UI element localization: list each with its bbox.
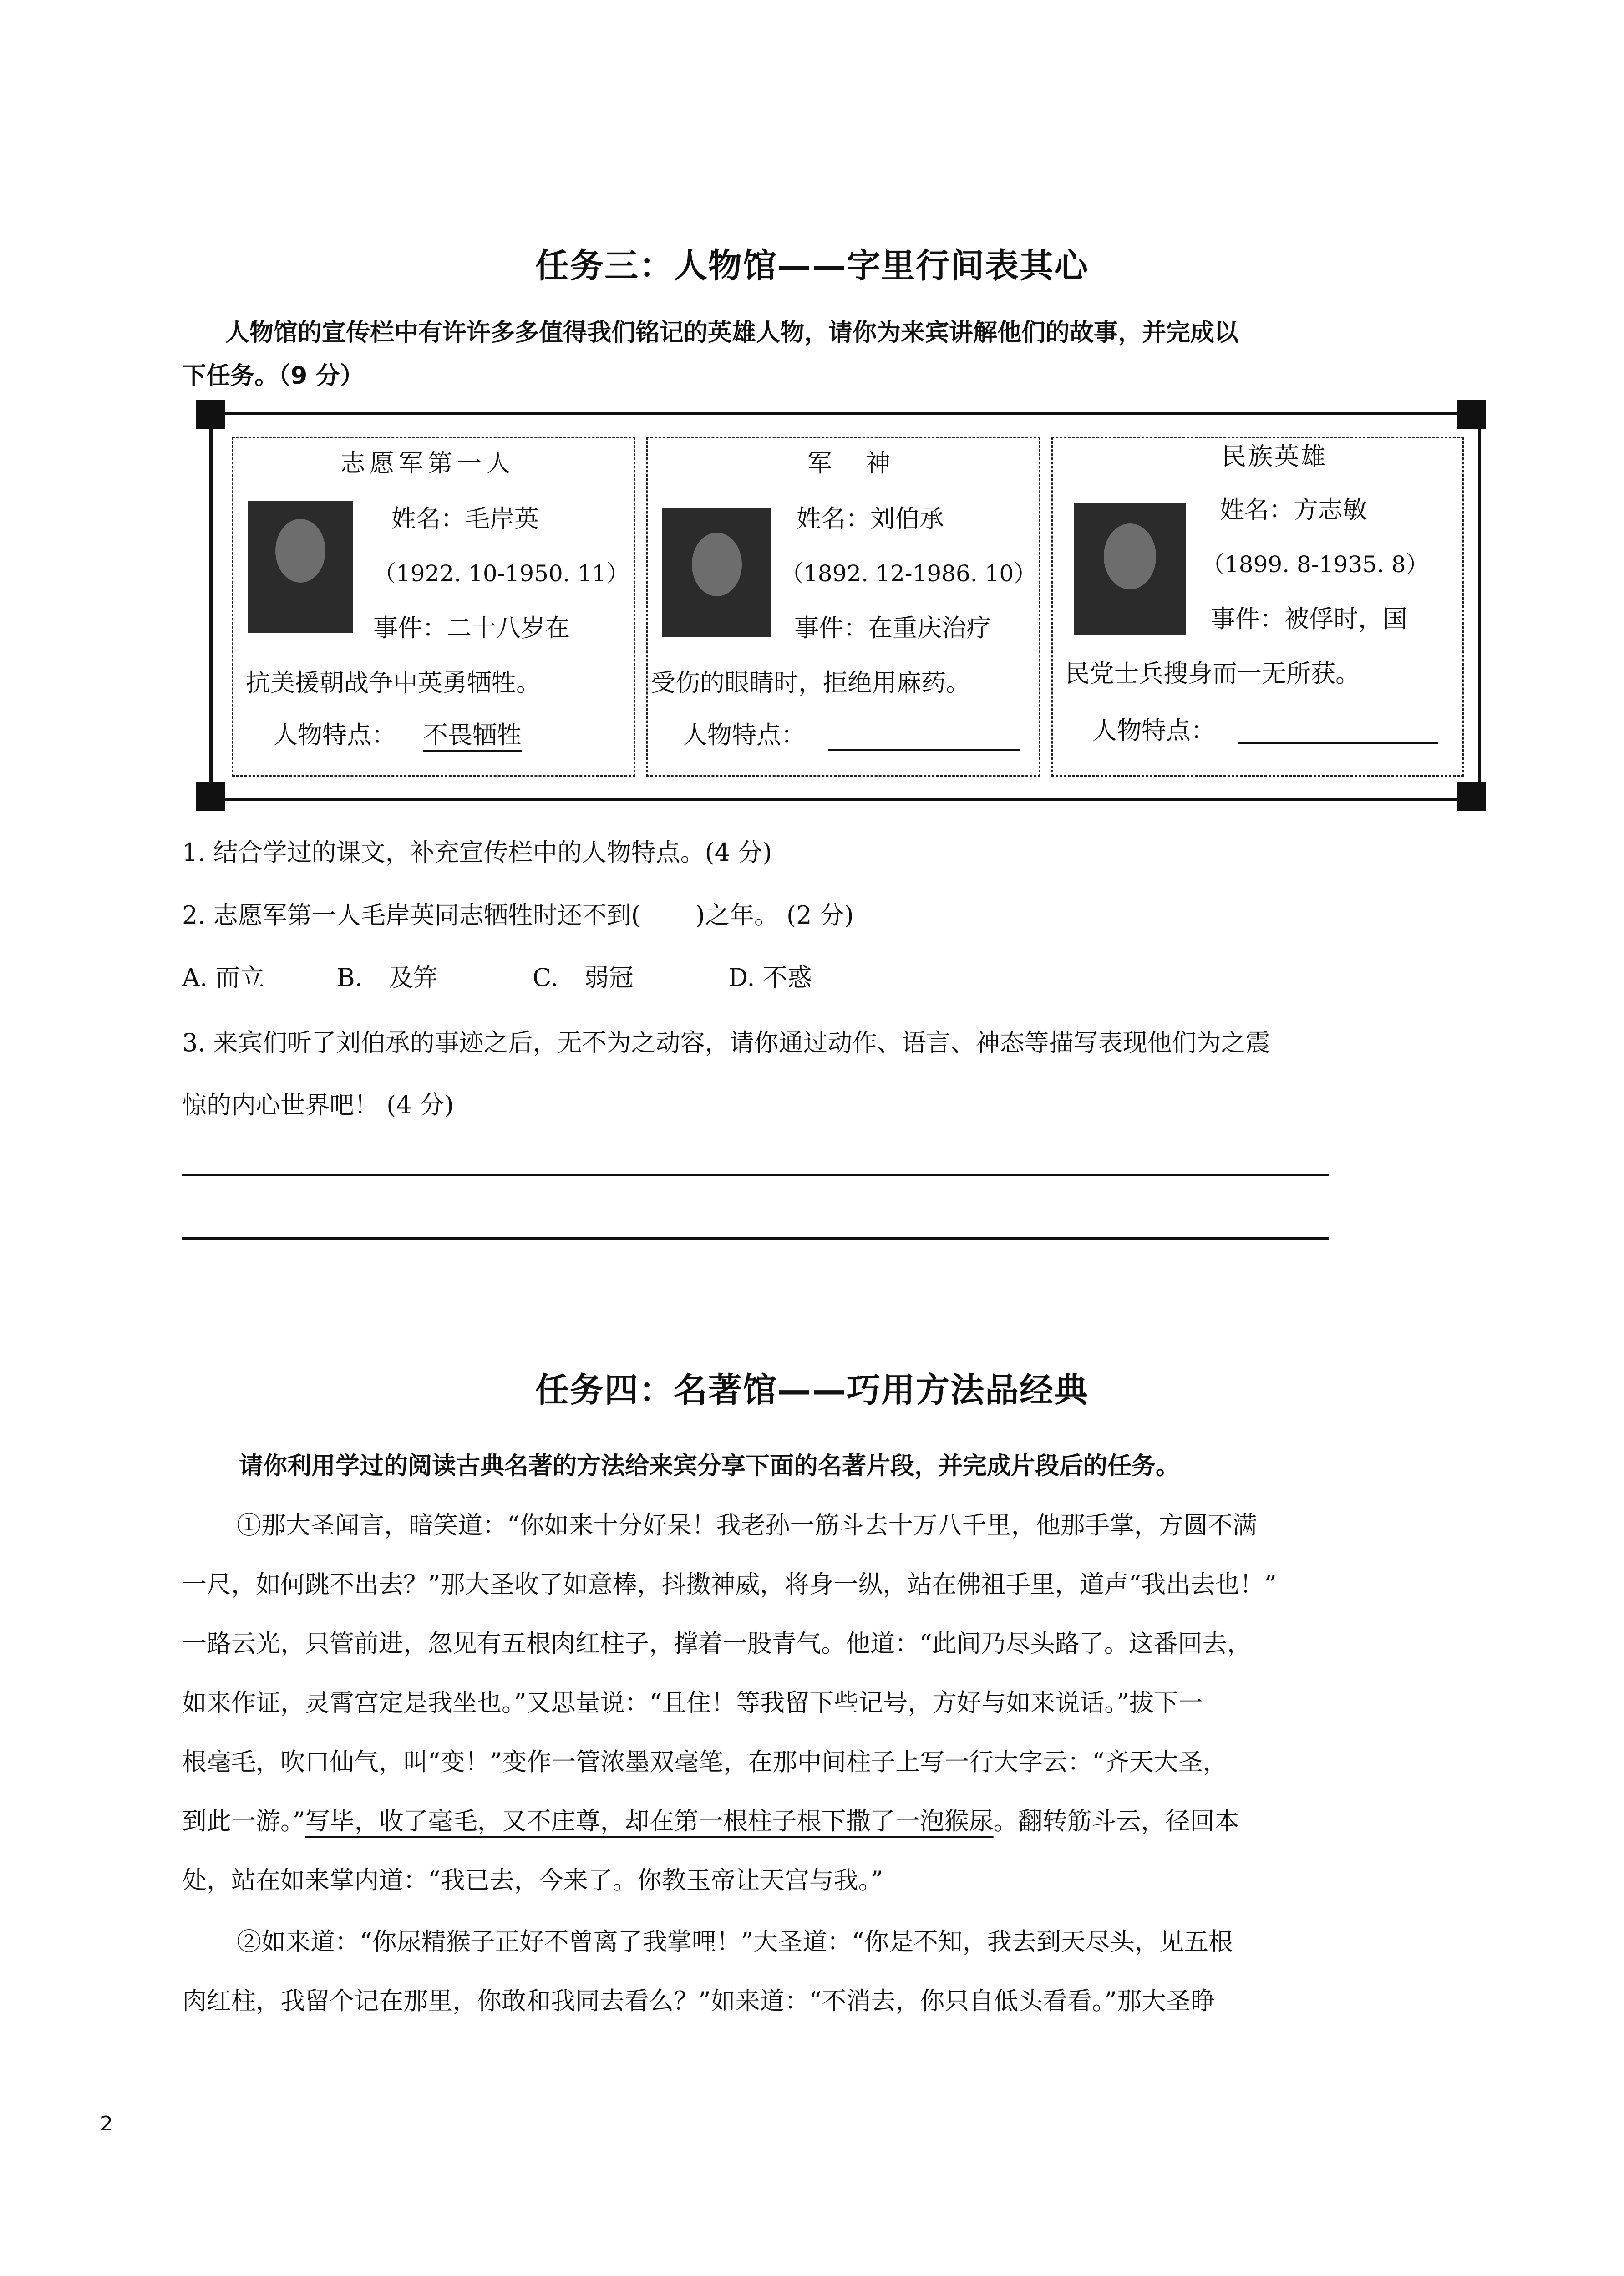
- question-3: 3. 来宾们听了刘伯承的事迹之后，无不为之动容，请你通过动作、语言、神态等描写表现他们为之震: [182, 1028, 1270, 1057]
- underlined-sentence: 写毕，收了毫毛，又不庄尊，却在第一根柱子根下撒了一泡猴尿: [305, 1807, 994, 1835]
- passage-1-line: [182, 1791, 1239, 1851]
- hero-photo-liu-bocheng: [662, 508, 771, 637]
- passage-1-line: 如来作证，灵霄宫定是我坐也。”又思量说：“且住！等我留下些记号，方好与如来说话。”拔下一: [182, 1688, 1203, 1717]
- hero-dates: （1899. 8-1935. 8）: [1202, 551, 1429, 578]
- task3-title: 任务三：人物馆——字里行间表其心: [535, 246, 1089, 285]
- passage-1-line: 一尺，如何跳不出去？”那大圣收了如意棒，抖擞神威，将身一纵，站在佛祖手里，道声“我出去也！”: [182, 1570, 1277, 1599]
- frame-corner-bl: [196, 782, 225, 811]
- question-1: 1. 结合学过的课文，补充宣传栏中的人物特点。(4 分): [182, 838, 772, 867]
- hero-trait-blank[interactable]: [828, 749, 1020, 751]
- passage-text: 到此一游。”: [182, 1807, 305, 1835]
- hero-event-cont: 受伤的眼睛时，拒绝用麻药。: [651, 668, 970, 697]
- frame-corner-tr: [1457, 400, 1486, 429]
- option-a[interactable]: A. 而立: [182, 963, 265, 992]
- hero-trait-label: 人物特点：: [1092, 716, 1215, 745]
- passage-1-line: 一路云光，只管前进，忽见有五根肉红柱子，撑着一股青气。他道：“此间乃尽头路了。这番回去，: [182, 1629, 1252, 1658]
- option-c[interactable]: C. 弱冠: [533, 963, 634, 992]
- hero-name: 姓名：毛岸英: [391, 504, 539, 533]
- task4-intro: 请你利用学过的阅读古典名著的方法给来宾分享下面的名著片段，并完成片段后的任务。: [239, 1452, 1180, 1480]
- hero-dates: （1922. 10-1950. 11）: [373, 560, 629, 587]
- hero-photo-fang-zhimin: [1074, 503, 1186, 635]
- question-2: [182, 896, 854, 931]
- answer-line-2[interactable]: [182, 1237, 1329, 1240]
- hero-event-cont: 抗美援朝战争中英勇牺牲。: [246, 668, 541, 697]
- task3-intro-line2: 下任务。（9 分）: [182, 362, 364, 390]
- question-3-cont: 惊的内心世界吧！ (4 分): [182, 1091, 454, 1119]
- passage-1-line: 根毫毛，吹口仙气，叫“变！”变作一管浓墨双毫笔，在那中间柱子上写一行大字云：“齐天大圣，: [182, 1748, 1228, 1776]
- hero-card-title: 军 神: [807, 449, 895, 478]
- hero-trait-value: 不畏牺牲: [423, 721, 522, 749]
- hero-event: 事件：二十八岁在: [373, 614, 570, 642]
- hero-event-cont: 民党士兵搜身而一无所获。: [1065, 659, 1360, 688]
- passage-1-line: ①那大圣闻言，暗笑道：“你如来十分好呆！我老孙一筋斗去十万八千里，他那手掌，方圆不满: [237, 1511, 1257, 1539]
- hero-card-title: 民族英雄: [1222, 442, 1327, 471]
- task4-title: 任务四：名著馆——巧用方法品经典: [535, 1371, 1089, 1410]
- passage-text: 。翻转筋斗云，径回本: [993, 1807, 1239, 1835]
- page-number: 2: [100, 2112, 113, 2135]
- passage-1-line: 处，站在如来掌内道：“我已去，今来了。你教玉帝让天宫与我。”: [182, 1866, 883, 1895]
- hero-trait-blank[interactable]: [1238, 742, 1438, 744]
- passage-2-line: ②如来道：“你尿精猴子正好不曾离了我掌哩！”大圣道：“你是不知，我去到天尽头，见五根: [237, 1927, 1233, 1956]
- hero-event: 事件：在重庆治疗: [794, 614, 991, 642]
- answer-line-1[interactable]: [182, 1174, 1329, 1176]
- frame-corner-tl: [196, 400, 225, 429]
- hero-trait-label: 人物特点：: [273, 721, 396, 749]
- hero-card-title: 志愿军第一人: [340, 449, 515, 478]
- option-b[interactable]: B. 及笄: [337, 963, 438, 992]
- option-d[interactable]: D. 不惑: [728, 963, 812, 992]
- question-2-text-cont: )之年。 (2 分): [695, 901, 854, 930]
- hero-event: 事件：被俘时，国: [1211, 605, 1407, 633]
- hero-photo-mao-anying: [248, 501, 353, 633]
- passage-2-line: 肉红柱，我留个记在那里，你敢和我同去看么？”如来道：“不消去，你只自低头看看。”那大圣睁: [182, 1986, 1215, 2015]
- hero-dates: （1892. 12-1986. 10）: [781, 560, 1037, 587]
- hero-name: 姓名：刘伯承: [797, 504, 944, 533]
- hero-name: 姓名：方志敏: [1220, 495, 1367, 524]
- task3-intro-line1: 人物馆的宣传栏中有许许多多值得我们铭记的英雄人物，请你为来宾讲解他们的故事，并完成以: [225, 319, 1238, 346]
- hero-trait-label: 人物特点：: [683, 721, 806, 749]
- frame-corner-br: [1457, 782, 1486, 811]
- question-2-text: 2. 志愿军第一人毛岸英同志牺牲时还不到(: [182, 901, 641, 930]
